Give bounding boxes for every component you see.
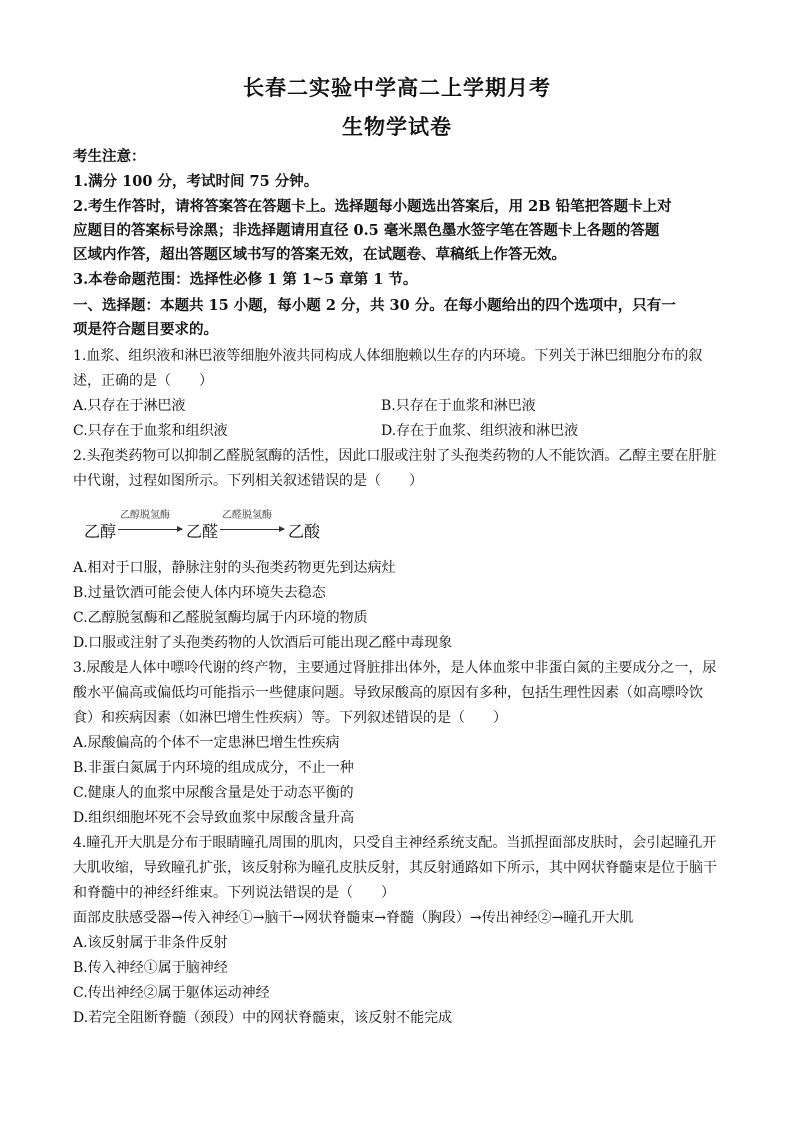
ethanol-metabolism-diagram [84, 506, 344, 546]
q3-stem-line-1: 3.尿酸是人体中嘌呤代谢的终产物，主要通过肾脏排出体外，是人体血浆中非蛋白氮的主要成分之一，尿 [73, 660, 717, 676]
notice-item-3: 3.本卷命题范围：选择性必修 1 第 1~5 章第 1 节。 [73, 271, 418, 288]
q3-option-d: D.组织细胞坏死不会导致血浆中尿酸含量升高 [73, 810, 355, 826]
notice-item-2-line-2: 应题目的答案标号涂黑；非选择题请用直径 0.5 毫米黑色墨水签字笔在答题卡上各题的答题 [73, 222, 660, 239]
arrow-icon [118, 529, 182, 530]
notice-item-1: 1.满分 100 分，考试时间 75 分钟。 [73, 173, 319, 190]
q3-stem-line-3: 食）和疾病因素（如淋巴增生性疾病）等。下列叙述错误的是（ ） [73, 710, 507, 726]
q3-stem-line-2: 酸水平偏高或偏低均可能指示一些健康问题。导致尿酸高的原因有多种，包括生理性因素（如高嘌呤饮 [73, 685, 703, 701]
product-acetic-acid: 乙酸 [288, 522, 321, 541]
q4-option-a: A.该反射属于非条件反射 [73, 935, 228, 951]
q2-option-a: A.相对于口服，静脉注射的头孢类药物更先到达病灶 [73, 560, 396, 576]
q2-stem-line-2: 中代谢，过程如图所示。下列相关叙述错误的是（ ） [73, 473, 423, 489]
notice-heading: 考生注意： [73, 148, 146, 165]
q2-option-d: D.口服或注射了头孢类药物的人饮酒后可能出现乙醛中毒现象 [73, 635, 453, 651]
q1-option-d: D.存在于血浆、组织液和淋巴液 [381, 423, 579, 439]
enzyme-aldehyde-dehydrogenase: 乙醛脱氢酶 [222, 510, 272, 521]
q3-option-b: B.非蛋白氮属于内环境的组成成分，不止一种 [73, 760, 354, 776]
exam-title: 长春二实验中学高二上学期月考 [243, 75, 551, 100]
q4-option-d: D.若完全阻断脊髓（颈段）中的网状脊髓束，该反射不能完成 [73, 1010, 453, 1026]
substrate-ethanol: 乙醇 [84, 522, 117, 541]
notice-item-2-line-1: 2.考生作答时，请将答案答在答题卡上。选择题每小题选出答案后，用 2B 铅笔把答题卡上对 [73, 198, 672, 215]
q4-stem-line-1: 4.瞳孔开大肌是分布于眼睛瞳孔周围的肌肉，只受自主神经系统支配。当抓捏面部皮肤时，会引起瞳孔开 [73, 835, 717, 851]
q3-option-c: C.健康人的血浆中尿酸含量是处于动态平衡的 [73, 785, 354, 801]
q4-stem-line-3: 和脊髓中的神经纤维束。下列说法错误的是（ ） [73, 885, 395, 901]
enzyme-alcohol-dehydrogenase: 乙醇脱氢酶 [120, 510, 170, 521]
notice-item-2-line-3: 区域内作答，超出答题区域书写的答案无效，在试题卷、草稿纸上作答无效。 [73, 246, 566, 263]
q2-option-b: B.过量饮酒可能会使人体内环境失去稳态 [73, 585, 326, 601]
exam-subtitle: 生物学试卷 [342, 114, 452, 139]
substrate-acetaldehyde: 乙醛 [186, 522, 219, 541]
section-heading-line-1: 一、选择题：本题共 15 小题，每小题 2 分，共 30 分。在每小题给出的四个选项中，只有一 [73, 297, 676, 314]
q3-option-a: A.尿酸偏高的个体不一定患淋巴增生性疾病 [73, 735, 340, 751]
q2-option-c: C.乙醇脱氢酶和乙醛脱氢酶均属于内环境的物质 [73, 610, 368, 626]
q1-stem-line-1: 1.血浆、组织液和淋巴液等细胞外液共同构成人体细胞赖以生存的内环境。下列关于淋巴细胞分布的叙 [73, 348, 703, 364]
q4-reflex-pathway: 面部皮肤感受器→传入神经①→脑干→网状脊髓束→脊髓（胸段）→传出神经②→瞳孔开大肌 [73, 910, 634, 926]
q2-stem-line-1: 2.头孢类药物可以抑制乙醛脱氢酶的活性，因此口服或注射了头孢类药物的人不能饮酒。乙醇主要在肝脏 [73, 448, 717, 464]
q1-option-a: A.只存在于淋巴液 [73, 398, 186, 414]
arrow-icon [220, 529, 284, 530]
q1-option-b: B.只存在于血浆和淋巴液 [381, 398, 536, 414]
q1-stem-line-2: 述，正确的是（ ） [73, 373, 213, 389]
section-heading-line-2: 项是符合题目要求的。 [73, 321, 218, 338]
q4-option-c: C.传出神经②属于躯体运动神经 [73, 985, 270, 1001]
q1-option-c: C.只存在于血浆和组织液 [73, 423, 228, 439]
q4-option-b: B.传入神经①属于脑神经 [73, 960, 228, 976]
q4-stem-line-2: 大肌收缩，导致瞳孔扩张，该反射称为瞳孔皮肤反射，其反射通路如下所示，其中网状脊髓束是位于脑干 [73, 860, 717, 876]
